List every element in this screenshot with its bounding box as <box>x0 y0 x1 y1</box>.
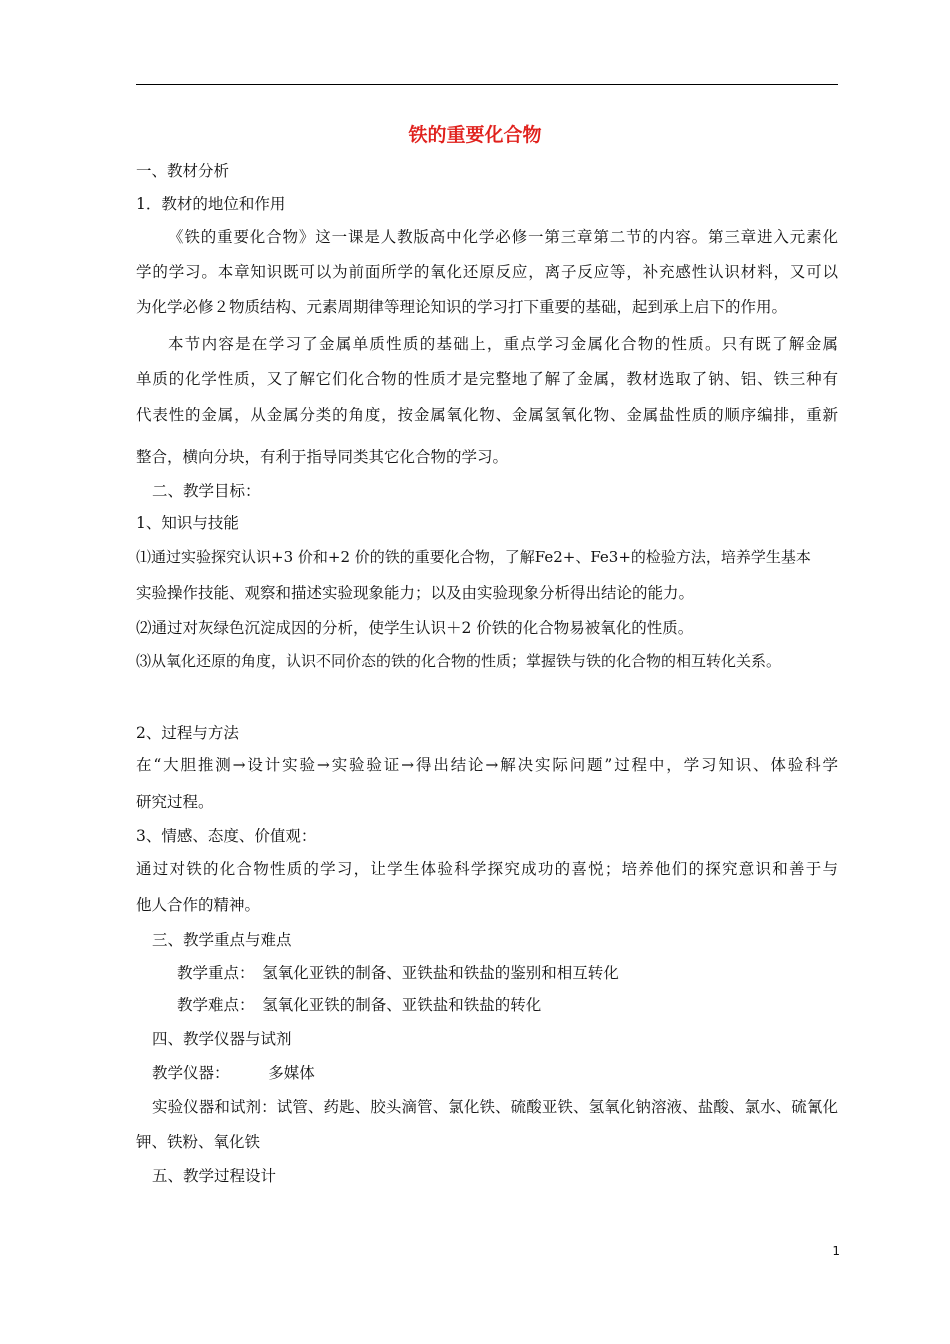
paragraph-line: 单质的化学性质，又了解它们化合物的性质才是完整地了解了金属，教材选取了钠、铝、铁三种有 <box>136 370 838 388</box>
paragraph-line: 他人合作的精神。 <box>136 896 261 914</box>
subheading: 2、过程与方法 <box>136 724 239 742</box>
paragraph-line: 研究过程。 <box>136 793 214 811</box>
paragraph-line: 学的学习。本章知识既可以为前面所学的氧化还原反应，离子反应等，补充感性认识材料，又可以 <box>136 263 838 281</box>
subheading: 1．教材的地位和作用 <box>136 195 286 213</box>
section-heading-5: 五、教学过程设计 <box>152 1167 277 1185</box>
paragraph-line: 在“大胆推测→设计实验→实验验证→得出结论→解决实际问题”过程中，学习知识、体验科学 <box>136 756 838 774</box>
paragraph-line: ⑶从氧化还原的角度，认识不同价态的铁的化合物的性质；掌握铁与铁的化合物的相互转化关系。 <box>136 652 782 670</box>
difficult-point-line: 教学难点： 氢氧化亚铁的制备、亚铁盐和铁盐的转化 <box>177 996 542 1014</box>
page-title: 铁的重要化合物 <box>408 124 542 146</box>
section-heading-3: 三、教学重点与难点 <box>152 931 292 949</box>
reagents-line: 实验仪器和试剂：试管、药匙、胶头滴管、氯化铁、硫酸亚铁、氢氧化钠溶液、盐酸、氯水、硫氰化 <box>152 1098 838 1116</box>
page-number: 1 <box>832 1244 840 1258</box>
paragraph-line: 通过对铁的化合物性质的学习，让学生体验科学探究成功的喜悦；培养他们的探究意识和善于与 <box>136 860 838 878</box>
paragraph-line: 代表性的金属，从金属分类的角度，按金属氧化物、金属氢氧化物、金属盐性质的顺序编排，重新 <box>136 406 838 424</box>
header-rule <box>136 84 838 85</box>
paragraph-line: 本节内容是在学习了金属单质性质的基础上，重点学习金属化合物的性质。只有既了解金属 <box>168 335 838 353</box>
subheading: 1、知识与技能 <box>136 514 239 532</box>
section-heading-1: 一、教材分析 <box>136 162 230 180</box>
paragraph-line: 《铁的重要化合物》这一课是人教版高中化学必修一第三章第二节的内容。第三章进入元素化 <box>168 228 838 246</box>
paragraph-line: 实验操作技能、观察和描述实验现象能力；以及由实验现象分析得出结论的能力。 <box>136 584 695 602</box>
instruments-line: 教学仪器： 多媒体 <box>152 1064 315 1082</box>
section-heading-2: 二、教学目标： <box>152 482 261 500</box>
paragraph-line: 为化学必修２物质结构、元素周期律等理论知识的学习打下重要的基础，起到承上启下的作用。 <box>136 298 788 316</box>
paragraph-line: 整合，横向分块，有利于指导同类其它化合物的学习。 <box>136 448 509 466</box>
paragraph-line: ⑵通过对灰绿色沉淀成因的分析，使学生认识＋2 价铁的化合物易被氧化的性质。 <box>136 619 694 637</box>
paragraph-line: ⑴通过实验探究认识+3 价和+2 价的铁的重要化合物，了解Fe2+、Fe3+的检验方法，培养学生基本 <box>136 548 811 566</box>
reagents-line-continued: 钾、铁粉、氧化铁 <box>136 1133 261 1151</box>
key-point-line: 教学重点： 氢氧化亚铁的制备、亚铁盐和铁盐的鉴别和相互转化 <box>177 964 619 982</box>
subheading: 3、情感、态度、价值观： <box>136 827 317 845</box>
section-heading-4: 四、教学仪器与试剂 <box>152 1030 292 1048</box>
